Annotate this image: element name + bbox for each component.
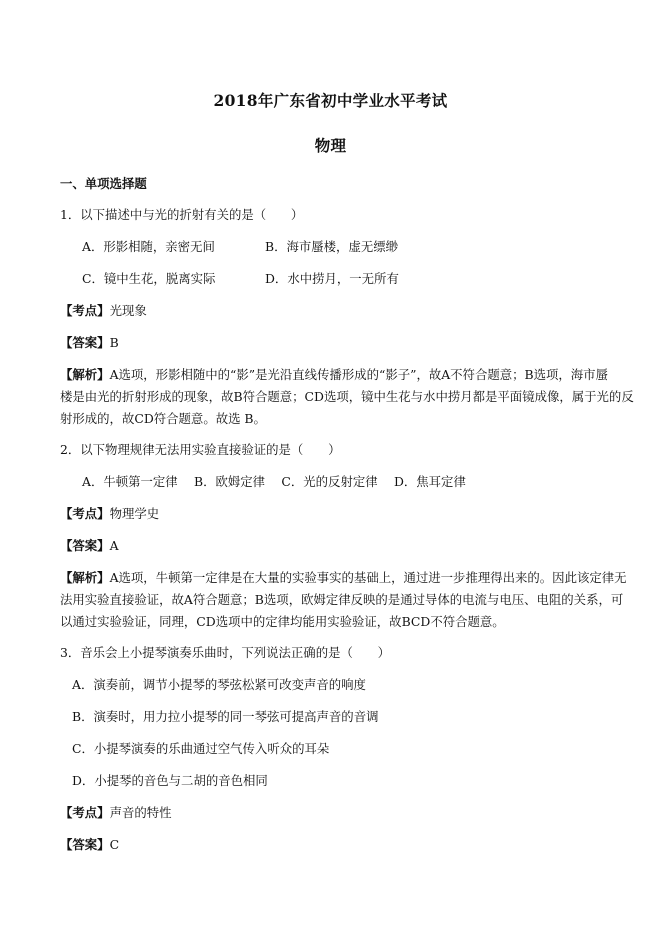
q3-stem: 3．音乐会上小提琴演奏乐曲时，下列说法正确的是（ ） bbox=[60, 645, 391, 660]
q1-kaodian bbox=[60, 303, 147, 318]
jiexi-text: A选项，牛顿第一定律是在大量的实验事实的基础上，通过进一步推理得出来的。因此该定律无 bbox=[109, 570, 627, 585]
q2-jiexi-line-1 bbox=[60, 570, 627, 585]
q3-answer bbox=[60, 837, 119, 852]
q1-jiexi-line-2: 楼是由光的折射形成的现象，故B符合题意；CD选项，镜中生花与水中捞月都是平面镜成像，属于光的反 bbox=[60, 389, 634, 404]
exam-title: 2018年广东省初中学业水平考试 bbox=[213, 91, 448, 110]
q2-options: A．牛顿第一定律 B．欧姆定律 C．光的反射定律 D．焦耳定律 bbox=[82, 474, 466, 489]
q1-option-d: D．水中捞月，一无所有 bbox=[265, 271, 399, 286]
answer-text: B bbox=[109, 335, 119, 350]
kaodian-tag: 【考点】 bbox=[60, 303, 110, 318]
section-heading: 一、单项选择题 bbox=[60, 176, 147, 191]
kaodian-tag: 【考点】 bbox=[60, 506, 110, 521]
kaodian-text: 物理学史 bbox=[109, 506, 160, 521]
kaodian-text: 光现象 bbox=[109, 303, 147, 318]
answer-text: C bbox=[109, 837, 120, 852]
jiexi-text: A选项，形影相随中的“影”是光沿直线传播形成的“影子”，故A不符合题意；B选项，海市蜃 bbox=[109, 367, 608, 382]
q3-option-a: A．演奏前，调节小提琴的琴弦松紧可改变声音的响度 bbox=[72, 677, 366, 692]
jiexi-tag: 【解析】 bbox=[60, 367, 110, 382]
q1-option-b: B．海市蜃楼，虚无缥缈 bbox=[265, 239, 399, 254]
q1-option-c: C．镜中生花，脱离实际 bbox=[82, 271, 216, 286]
q2-kaodian bbox=[60, 506, 159, 521]
q2-stem: 2．以下物理规律无法用实验直接验证的是（ ） bbox=[60, 442, 341, 457]
q2-jiexi-line-3: 以通过实验验证，同理，CD选项中的定律均能用实验验证，故BCD不符合题意。 bbox=[60, 614, 505, 629]
q3-kaodian bbox=[60, 805, 172, 820]
q1-stem: 1．以下描述中与光的折射有关的是（ ） bbox=[60, 207, 304, 222]
kaodian-text: 声音的特性 bbox=[109, 805, 172, 820]
answer-text: A bbox=[109, 538, 119, 553]
subject-title: 物理 bbox=[314, 136, 347, 155]
answer-tag: 【答案】 bbox=[60, 837, 110, 852]
kaodian-tag: 【考点】 bbox=[60, 805, 110, 820]
answer-tag: 【答案】 bbox=[60, 538, 110, 553]
q1-jiexi-line-1 bbox=[60, 367, 608, 382]
jiexi-tag: 【解析】 bbox=[60, 570, 110, 585]
q1-answer bbox=[60, 335, 119, 350]
q3-option-c: C．小提琴演奏的乐曲通过空气传入听众的耳朵 bbox=[72, 741, 330, 756]
q2-answer bbox=[60, 538, 119, 553]
q2-jiexi-line-2: 法用实验直接验证，故A符合题意；B选项，欧姆定律反映的是通过导体的电流与电压、电阻的关系，可 bbox=[60, 592, 624, 607]
q3-option-b: B．演奏时，用力拉小提琴的同一琴弦可提高声音的音调 bbox=[72, 709, 379, 724]
q1-option-a: A．形影相随，亲密无间 bbox=[82, 239, 215, 254]
q1-jiexi-line-3: 射形成的，故CD符合题意。故选 B。 bbox=[60, 411, 266, 426]
q3-option-d: D．小提琴的音色与二胡的音色相同 bbox=[72, 773, 268, 788]
answer-tag: 【答案】 bbox=[60, 335, 110, 350]
